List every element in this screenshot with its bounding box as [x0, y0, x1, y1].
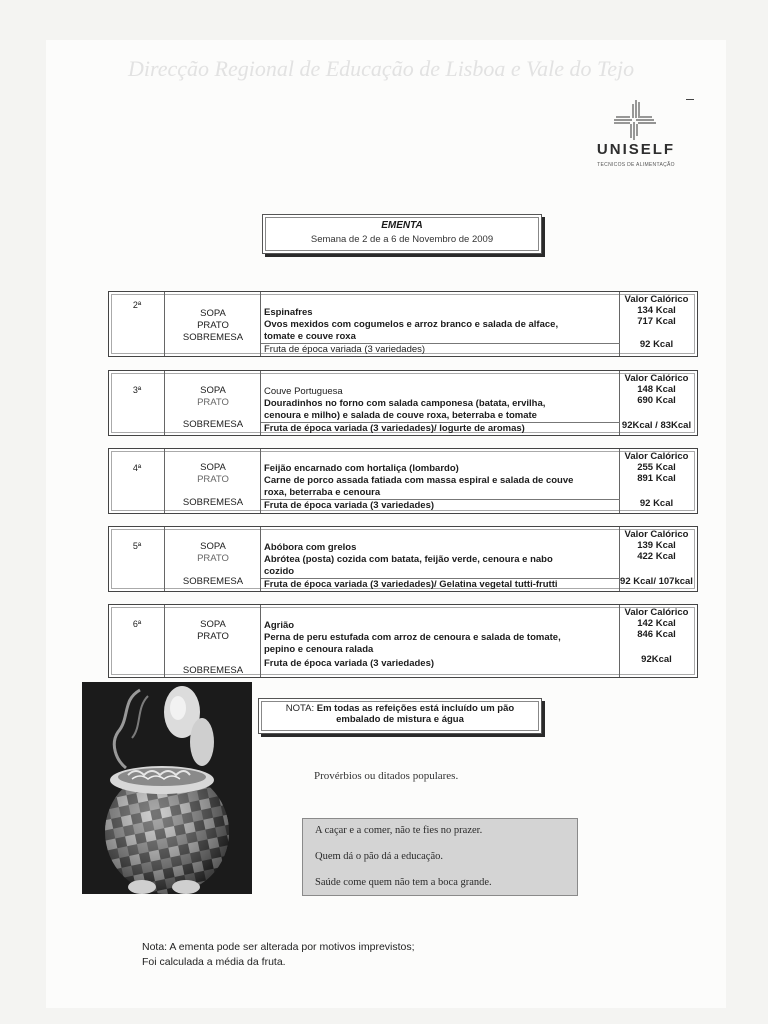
label-sobremesa: SOBREMESA: [182, 497, 244, 508]
kcal-sobremesa: 92 Kcal: [639, 339, 674, 350]
dish-prato-line2: cenoura e milho) e salada de couve roxa, beterraba e tomate: [264, 410, 537, 421]
label-sopa: SOPA: [200, 619, 226, 630]
kcal-header: Valor Calórico: [624, 529, 689, 540]
uniself-logo-icon: [610, 98, 660, 142]
day-name: 4ª: [132, 463, 142, 473]
dish-prato-line2: pepino e cenoura ralada: [264, 644, 374, 655]
kcal-sobremesa: 92 Kcal: [639, 498, 674, 509]
note-box: [258, 698, 542, 734]
day-row: [108, 448, 698, 514]
proverb-item: Quem dá o pão dá a educação.: [315, 851, 443, 862]
kcal-sopa: 255 Kcal: [637, 462, 676, 473]
kcal-sopa: 139 Kcal: [637, 540, 676, 551]
footer-note-line1: Nota: A ementa pode ser alterada por motivos imprevistos;: [142, 941, 415, 953]
logo-name: UNISELF: [596, 141, 676, 158]
day-name: 5ª: [132, 541, 142, 551]
uniself-logo: [580, 98, 698, 172]
dish-prato-line1: Ovos mexidos com cogumelos e arroz branco e salada de alface,: [264, 319, 559, 330]
day-name: 2ª: [132, 300, 142, 310]
label-sobremesa: SOBREMESA: [182, 332, 244, 343]
dish-sobremesa: Fruta de época variada (3 variedades): [264, 344, 426, 355]
kcal-sobremesa: 92Kcal: [641, 654, 672, 665]
dish-sopa: Feijão encarnado com hortaliça (lombardo): [264, 463, 459, 474]
day-row: [108, 370, 698, 436]
day-name: 3ª: [132, 385, 142, 395]
kcal-prato: 891 Kcal: [637, 473, 676, 484]
label-prato: PRATO: [197, 631, 229, 642]
dish-sopa: Espinafres: [264, 307, 313, 318]
label-sobremesa: SOBREMESA: [182, 419, 244, 430]
label-sopa: SOPA: [200, 541, 226, 552]
proverb-item: A caçar e a comer, não te fies no prazer.: [315, 825, 483, 836]
dish-sobremesa: Fruta de época variada (3 variedades): [264, 500, 435, 511]
kcal-header: Valor Calórico: [624, 607, 689, 618]
kcal-header: Valor Calórico: [624, 294, 689, 305]
dish-prato-line2: tomate e couve roxa: [264, 331, 356, 342]
day-row: [108, 291, 698, 357]
dish-prato-line2: roxa, beterraba e cenoura: [264, 487, 381, 498]
watermark-header: Direcção Regional de Educação de Lisboa e Vale do Tejo: [128, 56, 635, 81]
kcal-prato: 846 Kcal: [637, 629, 676, 640]
dish-sopa: Agrião: [264, 620, 295, 631]
kcal-header: Valor Calórico: [624, 451, 689, 462]
dish-sopa: Couve Portuguesa: [264, 386, 343, 397]
dish-sobremesa: Fruta de época variada (3 variedades)/ Iogurte de aromas): [264, 423, 525, 434]
note-line1: Em todas as refeições está incluído um pão: [316, 703, 515, 714]
menu-title-box: [262, 214, 542, 254]
kcal-sopa: 148 Kcal: [637, 384, 676, 395]
kcal-sopa: 134 Kcal: [637, 305, 676, 316]
proverbs-title: Provérbios ou ditados populares.: [314, 770, 459, 782]
menu-title: EMENTA: [381, 220, 423, 231]
logo-tick: [686, 99, 694, 100]
label-sobremesa: SOBREMESA: [182, 576, 244, 587]
kcal-sopa: 142 Kcal: [637, 618, 676, 629]
note-label: NOTA:: [285, 703, 315, 714]
label-prato: PRATO: [197, 320, 229, 331]
label-sopa: SOPA: [200, 308, 226, 319]
label-prato: PRATO: [197, 553, 229, 564]
note-line2: embalado de mistura e água: [336, 714, 464, 725]
day-row: [108, 526, 698, 592]
kcal-prato: 690 Kcal: [637, 395, 676, 406]
dish-prato-line2: cozido: [264, 566, 295, 577]
label-prato: PRATO: [197, 474, 229, 485]
dish-prato-line1: Abrótea (posta) cozida com batata, feijão verde, cenoura e nabo: [264, 554, 553, 565]
kcal-sobremesa: 92Kcal / 83Kcal: [621, 420, 692, 431]
kcal-prato: 717 Kcal: [637, 316, 676, 327]
kcal-sobremesa: 92 Kcal/ 107kcal: [620, 576, 693, 587]
dish-sobremesa: Fruta de época variada (3 variedades)/ Gelatina vegetal tutti-frutti: [264, 579, 558, 590]
dish-prato-line1: Carne de porco assada fatiada com massa espiral e salada de couve: [264, 475, 574, 486]
note-text: [267, 703, 533, 725]
kcal-prato: 422 Kcal: [637, 551, 676, 562]
proverbs-box: [302, 818, 578, 896]
menu-week: Semana de 2 de a 6 de Novembro de 2009: [310, 234, 494, 245]
label-sobremesa: SOBREMESA: [182, 665, 244, 676]
label-sopa: SOPA: [200, 385, 226, 396]
label-prato: PRATO: [197, 397, 229, 408]
day-name: 6ª: [132, 619, 142, 629]
chef-figure-illustration: [82, 682, 252, 894]
chef-figure-photo: [82, 682, 252, 894]
dish-sopa: Abóbora com grelos: [264, 542, 357, 553]
kcal-header: Valor Calórico: [624, 373, 689, 384]
proverb-item: Saúde come quem não tem a boca grande.: [315, 877, 492, 888]
logo-subtitle: TECNICOS DE ALIMENTAÇÃO: [597, 162, 675, 168]
day-row: [108, 604, 698, 678]
dish-sobremesa: Fruta de época variada (3 variedades): [264, 658, 435, 669]
label-sopa: SOPA: [200, 462, 226, 473]
dish-prato-line1: Douradinhos no forno com salada camponesa (batata, ervilha,: [264, 398, 546, 409]
dish-prato-line1: Perna de peru estufada com arroz de cenoura e salada de tomate,: [264, 632, 561, 643]
footer-note-line2: Foi calculada a média da fruta.: [142, 956, 286, 968]
